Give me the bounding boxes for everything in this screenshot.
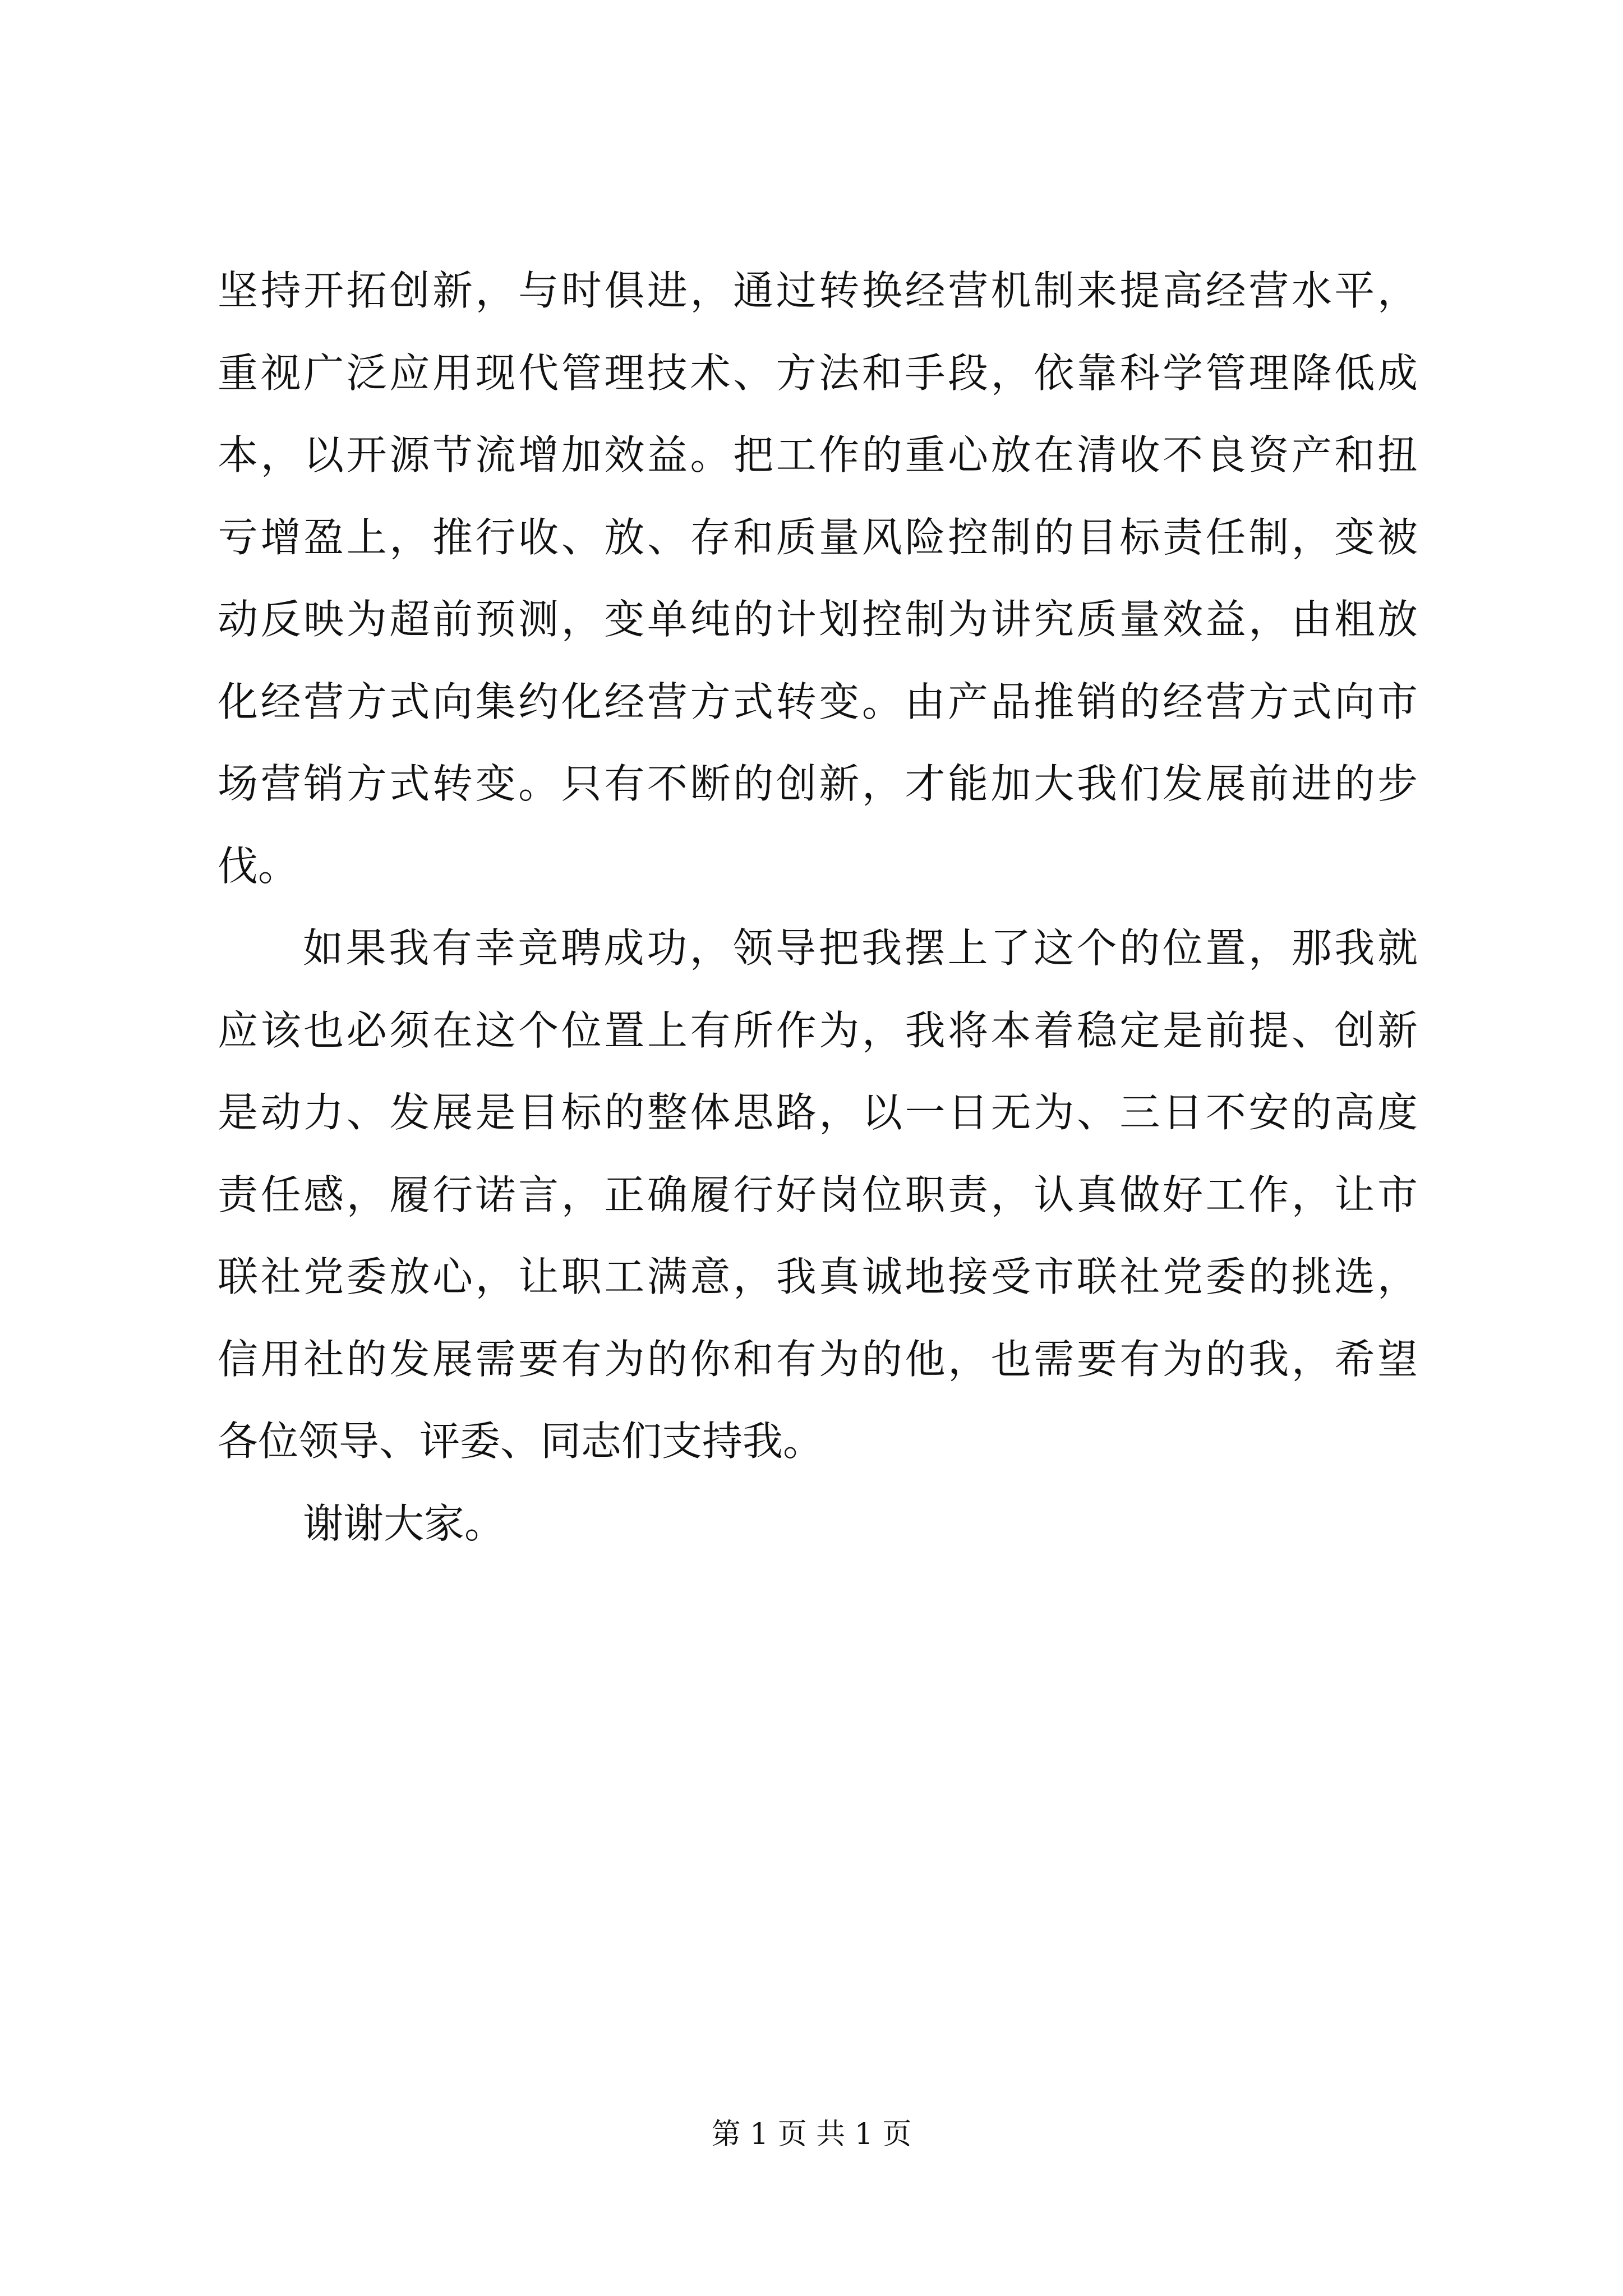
page-footer: 第 1 页 共 1 页	[711, 2118, 912, 2151]
paragraph-line: 是动力、发展是目标的整体思路，以一日无为、三日不安的高度	[218, 1089, 1418, 1136]
paragraph-line: 各位领导、评委、同志们支持我。	[218, 1418, 824, 1465]
paragraph-line: 化经营方式向集约化经营方式转变。由产品推销的经营方式向市	[218, 678, 1418, 725]
paragraph-line: 联社党委放心，让职工满意，我真诚地接受市联社党委的挑选，	[218, 1253, 1418, 1300]
paragraph-line: 重视广泛应用现代管理技术、方法和手段，依靠科学管理降低成	[218, 349, 1418, 397]
paragraph-line: 应该也必须在这个位置上有所作为，我将本着稳定是前提、创新	[218, 1006, 1418, 1054]
paragraph-line: 伐。	[218, 842, 299, 890]
paragraph-line: 责任感，履行诺言，正确履行好岗位职责，认真做好工作，让市	[218, 1171, 1418, 1218]
paragraph-line: 亏增盈上，推行收、放、存和质量风险控制的目标责任制，变被	[218, 513, 1418, 561]
paragraph-line: 如果我有幸竞聘成功，领导把我摆上了这个的位置，那我就	[303, 924, 1418, 972]
paragraph-line: 谢谢大家。	[303, 1499, 505, 1547]
paragraph-line: 动反映为超前预测，变单纯的计划控制为讲究质量效益，由粗放	[218, 596, 1418, 643]
paragraph-line: 坚持开拓创新，与时俱进，通过转换经营机制来提高经营水平，	[218, 267, 1418, 314]
paragraph-line: 信用社的发展需要有为的你和有为的他，也需要有为的我，希望	[218, 1335, 1418, 1383]
document-body	[218, 250, 1418, 1565]
paragraph-line: 场营销方式转变。只有不断的创新，才能加大我们发展前进的步	[218, 760, 1418, 807]
paragraph-line: 本，以开源节流增加效益。把工作的重心放在清收不良资产和扭	[218, 431, 1418, 478]
